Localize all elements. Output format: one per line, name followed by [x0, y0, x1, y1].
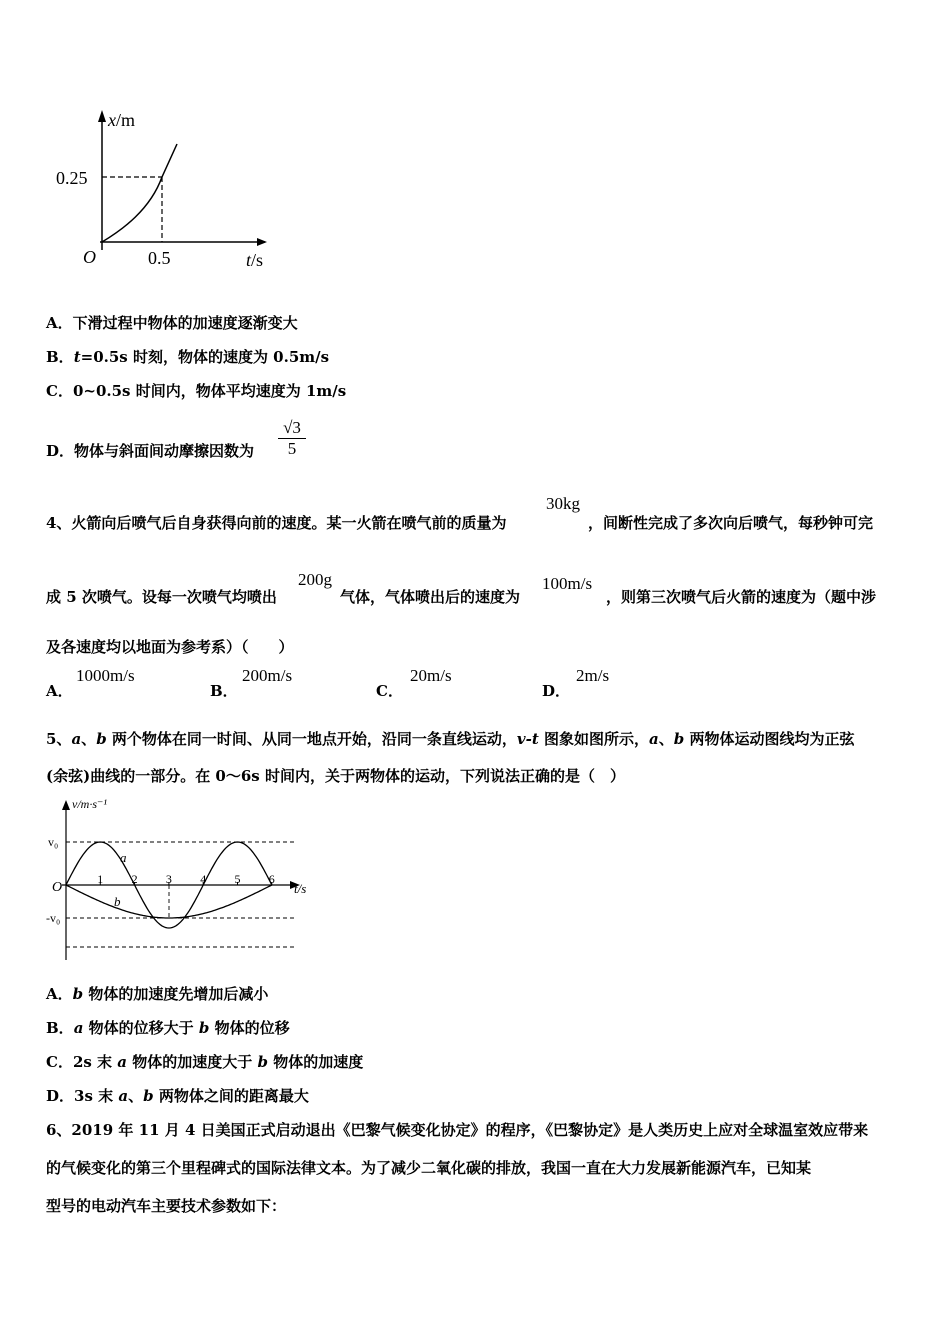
xt-curve [102, 144, 177, 242]
fraction-numerator: √3 [278, 418, 306, 439]
x-tick-label: 3 [165, 872, 172, 886]
q5-option-a[interactable] [46, 983, 268, 1004]
v0-label: v₀ [48, 835, 59, 849]
q3-option-c[interactable] [46, 380, 346, 401]
option-letter: B． [210, 682, 238, 700]
option-text: 、 [128, 1087, 144, 1105]
var-vt: v-t [516, 730, 539, 748]
q6-line2: 的气候变化的第三个里程碑式的国际法律文本。为了减少二氧化碳的排放，我国一直在大力发展新能源汽车，已知某 [46, 1159, 812, 1177]
option-var: b [143, 1087, 154, 1105]
q4-line3: 及各速度均以地面为参考系）（ ） [46, 638, 294, 656]
option-letter: C． [46, 1053, 73, 1071]
option-text: 物体的加速度先增加后减小 [83, 985, 269, 1003]
option-var: t [73, 348, 81, 366]
option-letter: D． [46, 1087, 75, 1105]
x-axis-arrow-icon [257, 238, 267, 246]
q4-option-a-value: 1000m/s [76, 666, 135, 685]
x-tick-label: 5 [234, 872, 241, 886]
option-var: a [117, 1053, 128, 1071]
q4-speed: 100m/s [542, 574, 593, 593]
x-axis-label: t/s [246, 250, 264, 270]
option-letter: B． [46, 1019, 74, 1037]
x-axis-label: t/s [294, 881, 307, 896]
q4-mass: 30kg [546, 494, 580, 513]
option-var: a [118, 1087, 129, 1105]
x-tick-label: 2 [131, 872, 138, 886]
q4-line1-b: ，间断性完成了多次向后喷气，每秒钟可完 [588, 514, 874, 532]
origin-label: O [52, 880, 63, 895]
q5-line2: (余弦)曲线的一部分。在 0～6s 时间内，关于两物体的运动，下列说法正确的是（ ） [46, 767, 625, 785]
option-letter: A． [46, 682, 73, 700]
vt-graph [44, 792, 324, 964]
option-text: 物体的位移 [209, 1019, 290, 1037]
q5-option-d[interactable] [46, 1085, 309, 1106]
sep: 、 [81, 730, 97, 748]
x-tick-label: 1 [97, 872, 104, 886]
sep: 、 [658, 730, 674, 748]
q4-line1-a: 4、火箭向后喷气后自身获得向前的速度。某一火箭在喷气前的质量为 [46, 514, 507, 532]
y-tick-label: 0.25 [56, 168, 88, 188]
option-text: 物体的加速度大于 [127, 1053, 258, 1071]
y-axis-arrow-icon [98, 110, 106, 122]
option-var: b [72, 985, 84, 1003]
q4-option-c[interactable] [376, 680, 403, 701]
fraction-sqrt3-over-5 [278, 418, 306, 459]
option-text: 0~0.5s 时间内，物体平均速度为 1m/s [72, 382, 347, 400]
q5-text: 两个物体在同一时间、从同一地点开始，沿同一条直线运动， [106, 730, 517, 748]
q4-option-b-value: 200m/s [242, 666, 293, 685]
x-tick-label: 6 [268, 872, 275, 886]
option-text: 2s 末 [72, 1053, 118, 1071]
neg-v0-label: -v₀ [46, 911, 61, 925]
q4-line2-a: 成 5 次喷气。设每一次喷气均喷出 [46, 588, 277, 606]
option-text: 物体的加速度 [267, 1053, 364, 1071]
var-b: b [673, 730, 685, 748]
q3-option-a[interactable] [46, 312, 298, 333]
q4-option-b[interactable] [210, 680, 238, 701]
q4-line2-b: 气体，气体喷出后的速度为 [340, 588, 521, 606]
curve-b-label: b [114, 894, 121, 909]
origin-label: O [83, 247, 96, 267]
option-letter: C． [376, 682, 403, 700]
option-text: 下滑过程中物体的加速度逐渐变大 [72, 314, 298, 332]
var-b: b [96, 730, 107, 748]
option-var: a [73, 1019, 84, 1037]
option-text: 3s 末 [74, 1087, 119, 1105]
var-a: a [71, 730, 82, 748]
x-tick-label: 0.5 [148, 248, 171, 268]
x-ticks [97, 872, 274, 886]
q3-option-b[interactable] [46, 346, 329, 367]
option-letter: A． [46, 985, 73, 1003]
y-axis-label: x/m [108, 110, 136, 130]
q4-option-c-value: 20m/s [410, 666, 452, 685]
y-axis-arrow-icon [62, 800, 70, 810]
q3-option-d[interactable] [46, 440, 254, 461]
option-var: b [198, 1019, 210, 1037]
x-tick-label: 4 [200, 872, 207, 886]
q6-line3: 型号的电动汽车主要技术参数如下： [46, 1197, 287, 1215]
q5-number: 5、 [46, 730, 72, 748]
option-text: 物体与斜面间动摩擦因数为 [74, 442, 255, 460]
q5-text: 图象如图所示， [538, 730, 650, 748]
q4-option-a[interactable] [46, 680, 73, 701]
fraction-denominator: 5 [287, 439, 297, 458]
curve-a-label: a [120, 850, 127, 865]
q5-line1 [46, 728, 855, 749]
option-var: b [257, 1053, 268, 1071]
option-letter: A． [46, 314, 73, 332]
q5-text: 两物体运动图线均为正弦 [684, 730, 855, 748]
y-axis-label: v/m·s⁻¹ [72, 797, 107, 811]
q4-option-d-value: 2m/s [576, 666, 610, 685]
option-letter: D． [542, 682, 571, 700]
option-text: 物体的位移大于 [83, 1019, 199, 1037]
var-a: a [649, 730, 659, 748]
option-letter: C． [46, 382, 73, 400]
xt-graph [50, 100, 280, 275]
q4-option-d[interactable] [542, 680, 570, 701]
q5-option-b[interactable] [46, 1017, 290, 1038]
q5-option-c[interactable] [46, 1051, 363, 1072]
option-letter: B． [46, 348, 74, 366]
option-letter: D． [46, 442, 75, 460]
q6-line1: 6、2019 年 11 月 4 日美国正式启动退出《巴黎气候变化协定》的程序，《巴黎协定》是人类历史上应对全球温室效应带来 [46, 1121, 869, 1139]
q4-gas: 200g [298, 570, 332, 589]
q4-line2-c: ，则第三次喷气后火箭的速度为（题中涉 [606, 588, 877, 606]
option-text: =0.5s 时刻，物体的速度为 0.5m/s [80, 348, 330, 366]
option-text: 两物体之间的距离最大 [153, 1087, 309, 1105]
